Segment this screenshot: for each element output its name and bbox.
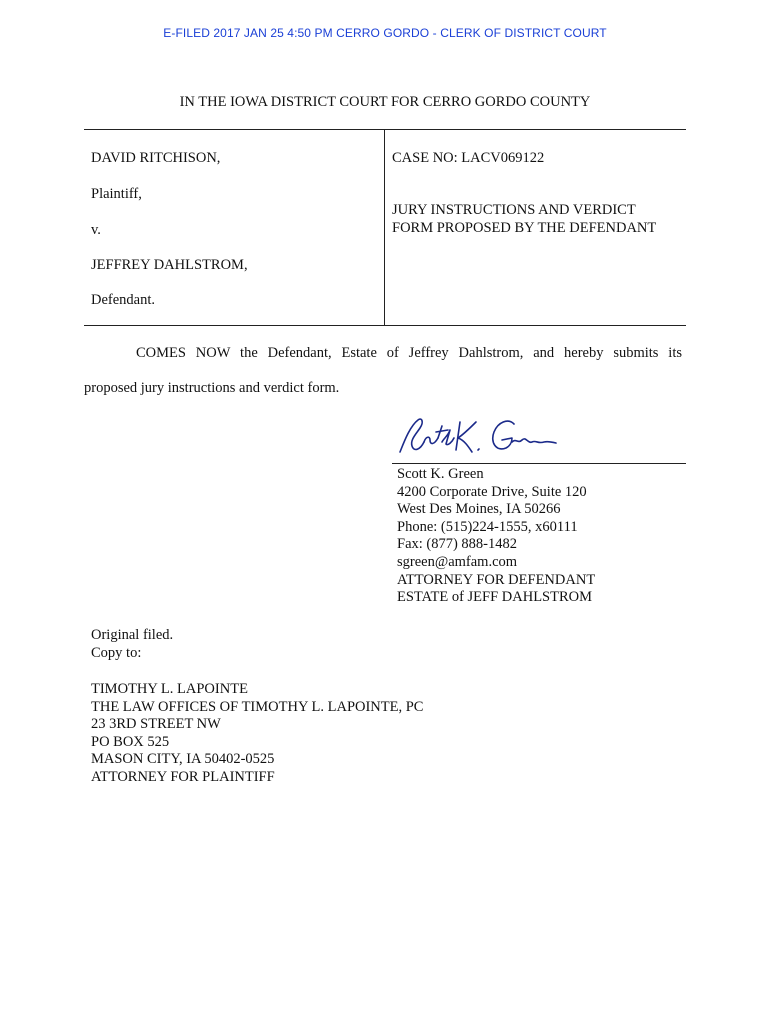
recipient-role: ATTORNEY FOR PLAINTIFF [91,768,275,785]
attorney-role-line-1: ATTORNEY FOR DEFENDANT [397,571,596,588]
signature-image [394,412,562,462]
attorney-role-line-2: ESTATE of JEFF DAHLSTROM [397,589,593,606]
recipient-city: MASON CITY, IA 50402-0525 [91,751,275,768]
attorney-address-line-2: West Des Moines, IA 50266 [397,501,561,518]
original-filed-note: Original filed. [91,627,174,643]
defendant-name: JEFFREY DAHLSTROM, [91,257,248,273]
copy-to-label: Copy to: [91,644,142,661]
service-notes [91,627,173,662]
body-paragraph [84,336,682,406]
attorney-phone: Phone: (515)224-1555, x60111 [397,518,578,535]
document-title-line-2: FORM PROPOSED BY THE DEFENDANT [392,220,657,236]
case-number: CASE NO: LACV069122 [392,150,545,166]
attorney-email: sgreen@amfam.com [397,553,518,570]
efiled-stamp: E-FILED 2017 JAN 25 4:50 PM CERRO GORDO - CLERK OF DISTRICT COURT [163,26,607,40]
attorney-name: Scott K. Green [397,466,484,482]
caption-parties [91,0,381,330]
defendant-role: Defendant. [91,292,156,308]
body-line-2: proposed jury instructions and verdict form. [84,380,340,396]
attorney-address-line-1: 4200 Corporate Drive, Suite 120 [397,483,587,500]
document-title-line-1: JURY INSTRUCTIONS AND VERDICT [392,202,636,218]
recipient-po-box: PO BOX 525 [91,733,170,750]
caption-divider [384,129,385,326]
recipient-street: 23 3RD STREET NW [91,716,221,733]
recipient-name: TIMOTHY L. LAPOINTE [91,681,248,697]
recipient-firm: THE LAW OFFICES OF TIMOTHY L. LAPOINTE, PC [91,698,424,715]
attorney-fax: Fax: (877) 888-1482 [397,536,518,553]
plaintiff-name: DAVID RITCHISON, [91,150,221,166]
signature-line [392,463,686,464]
signature-block [397,466,595,607]
recipient-block [91,681,423,787]
caption-case-info [392,0,692,330]
court-title: IN THE IOWA DISTRICT COURT FOR CERRO GORDO COUNTY [179,94,591,110]
plaintiff-role: Plaintiff, [91,186,142,202]
body-line-1: COMES NOW the Defendant, Estate of Jeffrey Dahlstrom, and hereby submits its [136,345,682,361]
versus-label: v. [91,222,101,238]
